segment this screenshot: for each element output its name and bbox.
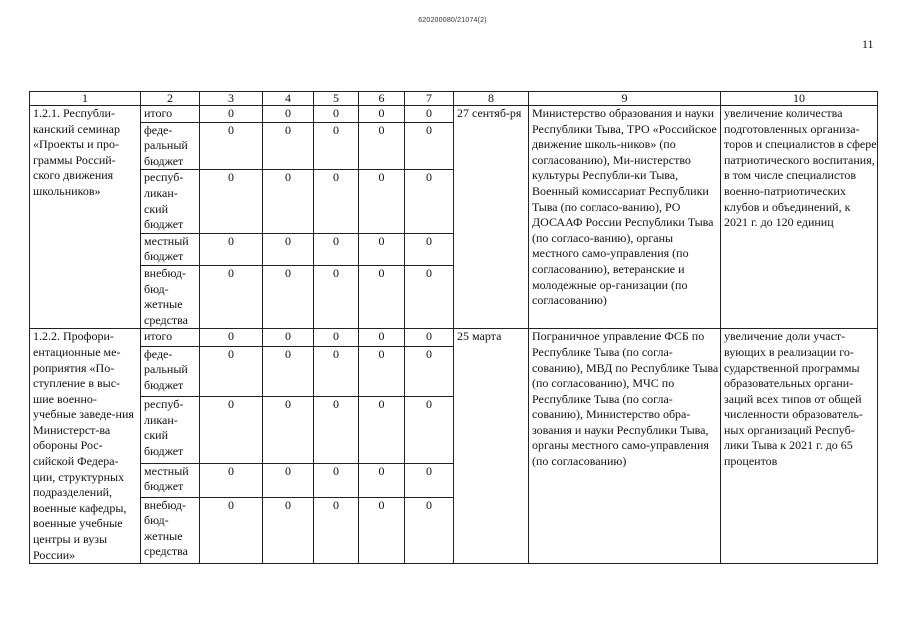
responsible-executors: Министерство образования и науки Республики Тыва, ТРО «Российское движение школь-ников» (по согласованию), Ми-нистерство культуры Республи-ки Тыва, Военный комиссариат Республики Тыва (по согласо-ванию), РО ДОСААФ России Республики Тыва (по согласо-ванию), органы местного само-управления (по согласованию), ветеранские и молодежные ор-ганизации (по согласованию) xyxy=(529,106,721,329)
funding-value: 0 xyxy=(314,122,359,170)
funding-value: 0 xyxy=(314,265,359,328)
funding-value: 0 xyxy=(314,497,359,564)
funding-value: 0 xyxy=(405,463,454,497)
header-cell: 9 xyxy=(529,92,721,106)
funding-value: 0 xyxy=(314,463,359,497)
funding-source: феде-ральный бюджет xyxy=(141,346,200,396)
funding-source: местный бюджет xyxy=(141,463,200,497)
header-cell: 5 xyxy=(314,92,359,106)
funding-value: 0 xyxy=(405,170,454,233)
funding-value: 0 xyxy=(314,329,359,346)
funding-value: 0 xyxy=(359,170,405,233)
funding-value: 0 xyxy=(359,463,405,497)
header-row xyxy=(30,92,878,106)
funding-value: 0 xyxy=(314,106,359,123)
funding-value: 0 xyxy=(263,265,314,328)
document-id: 620200080/21074(2) xyxy=(418,17,487,24)
funding-value: 0 xyxy=(200,170,263,233)
funding-value: 0 xyxy=(263,346,314,396)
funding-value: 0 xyxy=(200,497,263,564)
funding-value: 0 xyxy=(405,329,454,346)
funding-value: 0 xyxy=(200,106,263,123)
table-row xyxy=(30,106,878,123)
funding-source: итого xyxy=(141,329,200,346)
funding-value: 0 xyxy=(200,346,263,396)
funding-value: 0 xyxy=(263,397,314,464)
funding-value: 0 xyxy=(405,233,454,265)
funding-value: 0 xyxy=(200,463,263,497)
funding-value: 0 xyxy=(359,265,405,328)
expected-result: увеличение доли участ-вующих в реализации го-сударственной программы образовательных органи-заций всех типов от общей численности образователь-ных организаций Респуб-лики Тыва к 2021 г. до 65 процентов xyxy=(721,329,878,564)
funding-value: 0 xyxy=(405,265,454,328)
program-table xyxy=(29,91,878,564)
funding-value: 0 xyxy=(263,329,314,346)
funding-source: итого xyxy=(141,106,200,123)
funding-source: внебюд-бюд-жетные средства xyxy=(141,497,200,564)
funding-source: местный бюджет xyxy=(141,233,200,265)
funding-value: 0 xyxy=(263,106,314,123)
funding-value: 0 xyxy=(405,346,454,396)
header-cell: 7 xyxy=(405,92,454,106)
funding-value: 0 xyxy=(314,170,359,233)
funding-value: 0 xyxy=(200,233,263,265)
funding-value: 0 xyxy=(359,233,405,265)
funding-source: феде-ральный бюджет xyxy=(141,122,200,170)
funding-value: 0 xyxy=(314,397,359,464)
funding-source: респуб-ликан-ский бюджет xyxy=(141,170,200,233)
event-title: 1.2.2. Профори-ентационные ме-роприятия «По-ступление в выс-шие военно-учебные заведе-ния Министерст-ва обороны Рос-сийской Федера-ции, структурных подразделений, военные кафедры, военные учебные центры и вузы России» xyxy=(30,329,141,564)
funding-value: 0 xyxy=(405,106,454,123)
funding-value: 0 xyxy=(405,122,454,170)
funding-value: 0 xyxy=(359,106,405,123)
page-number: 11 xyxy=(862,37,874,51)
header-cell: 6 xyxy=(359,92,405,106)
funding-source: респуб-ликан-ский бюджет xyxy=(141,397,200,464)
funding-value: 0 xyxy=(263,463,314,497)
funding-value: 0 xyxy=(263,233,314,265)
funding-value: 0 xyxy=(200,122,263,170)
event-date: 27 сентяб-ря xyxy=(454,106,529,329)
funding-value: 0 xyxy=(359,397,405,464)
header-cell: 1 xyxy=(30,92,141,106)
table-row xyxy=(30,329,878,346)
event-date: 25 марта xyxy=(454,329,529,564)
funding-value: 0 xyxy=(314,233,359,265)
header-cell: 10 xyxy=(721,92,878,106)
responsible-executors: Пограничное управление ФСБ по Республике Тыва (по согла-сованию), МВД по Республике Тыва (по согласованию), МЧС по Республике Тыва (по согла-сованию), Министерство обра-зования и науки Республики Тыва, органы местного само-управления (по согласованию) xyxy=(529,329,721,564)
expected-result: увеличение количества подготовленных организа-торов и специалистов в сфере патриотического воспитания, в том числе специалистов военно-патриотических клубов и объединений, к 2021 г. до 120 единиц xyxy=(721,106,878,329)
funding-value: 0 xyxy=(359,122,405,170)
header-cell: 8 xyxy=(454,92,529,106)
funding-value: 0 xyxy=(359,497,405,564)
funding-value: 0 xyxy=(359,329,405,346)
header-cell: 3 xyxy=(200,92,263,106)
funding-value: 0 xyxy=(405,397,454,464)
funding-value: 0 xyxy=(200,265,263,328)
funding-value: 0 xyxy=(263,497,314,564)
header-cell: 4 xyxy=(263,92,314,106)
funding-value: 0 xyxy=(200,397,263,464)
funding-value: 0 xyxy=(200,329,263,346)
funding-source: внебюд-бюд-жетные средства xyxy=(141,265,200,328)
funding-value: 0 xyxy=(359,346,405,396)
funding-value: 0 xyxy=(314,346,359,396)
funding-value: 0 xyxy=(405,497,454,564)
event-title: 1.2.1. Республи-канский семинар «Проекты и про-граммы Россий-ского движения школьников» xyxy=(30,106,141,329)
funding-value: 0 xyxy=(263,170,314,233)
header-cell: 2 xyxy=(141,92,200,106)
funding-value: 0 xyxy=(263,122,314,170)
